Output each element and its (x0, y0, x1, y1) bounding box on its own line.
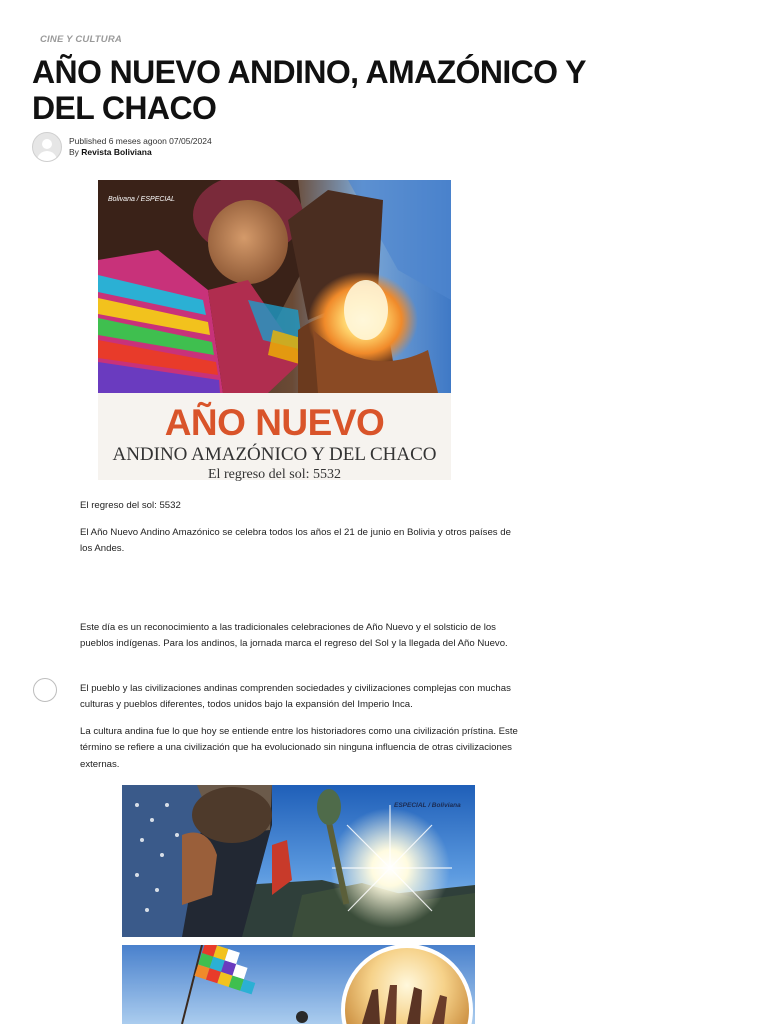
author-avatar[interactable] (32, 132, 62, 162)
published-date: Published 6 meses agoon 07/05/2024 (69, 135, 212, 146)
brand-tag-2: ESPECIAL / Boliviana (394, 802, 461, 809)
paragraph-2: El Año Nuevo Andino Amazónico se celebra todos los años el 21 de junio en Bolivia y otros países de los Andes. (80, 527, 511, 555)
brand-tag-1: Bolivana / ESPECIAL (108, 196, 175, 203)
article-title: AÑO NUEVO ANDINO, AMAZÓNICO Y DEL CHACO (32, 54, 586, 126)
share-circle-button[interactable] (33, 678, 57, 702)
avatar-body-icon (37, 151, 57, 162)
hero-title-band (98, 393, 451, 480)
paragraph-3: Este día es un reconocimiento a las tradicionales celebraciones de Año Nuevo y el solsticio de los pueblos indígenas. Para los andinos, la jornada marca el regreso del Sol y la llegada del Año Nuevo. (80, 622, 508, 650)
hero-headline: AÑO NUEVO (164, 402, 385, 443)
paragraph-1: El regreso del sol: 5532 (80, 500, 181, 511)
hero-subheadline: ANDINO AMAZÓNICO Y DEL CHACO (112, 444, 437, 465)
paragraph-5: La cultura andina fue lo que hoy se entiende entre los historiadores como una civilización prístina. Este término se refiere a una civilización que ha evolucionado sin ninguna influencia de otras civilizaciones externas. (80, 726, 518, 770)
hero-image-wiphala-hands (122, 945, 475, 1024)
paragraph-4: El pueblo y las civilizaciones andinas comprenden sociedades y civilizaciones complejas con muchas culturas y pueblos diferentes, todos unidos bajo la expansión del Imperio Inca. (80, 683, 511, 711)
author-link[interactable]: Revista Boliviana (81, 147, 152, 157)
article-meta (32, 132, 212, 162)
hero-image-ano-nuevo (98, 180, 451, 480)
avatar-head-icon (42, 139, 52, 149)
hero-caption: El regreso del sol: 5532 (208, 467, 341, 482)
hero-photo-woman-fire (98, 180, 451, 393)
by-label: By (69, 147, 79, 157)
category-link[interactable]: CINE Y CULTURA (40, 34, 122, 45)
hero-image-sun-ceremony (122, 785, 475, 937)
meta-text (69, 136, 212, 159)
byline (69, 147, 212, 159)
